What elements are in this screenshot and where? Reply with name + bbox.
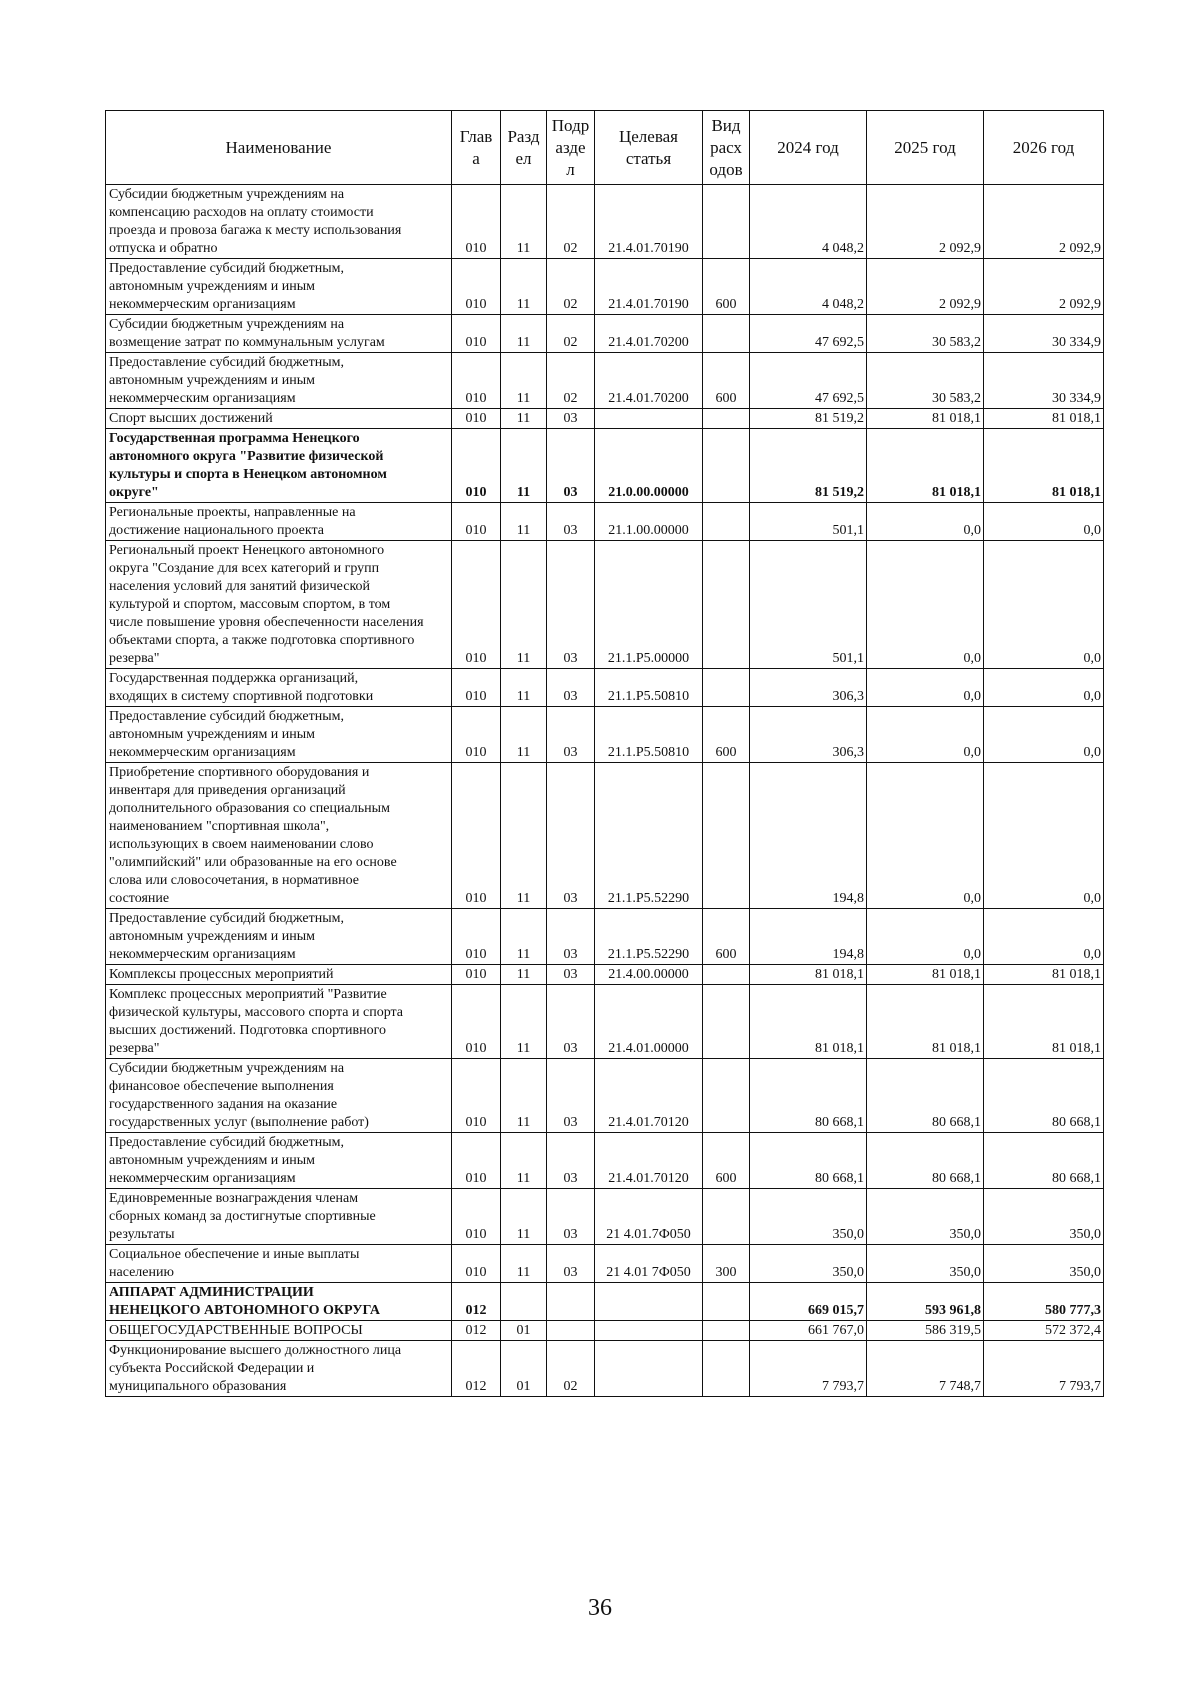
table-row — [106, 353, 1104, 409]
row-value-2026: 30 334,9 — [984, 315, 1104, 353]
row-value-2024: 47 692,5 — [750, 353, 867, 409]
row-section: 11 — [501, 1059, 547, 1133]
row-expense-type — [703, 541, 750, 669]
row-subsection: 03 — [547, 669, 595, 707]
row-name: АППАРАТ АДМИНИСТРАЦИИ НЕНЕЦКОГО АВТОНОМНОГО ОКРУГА — [106, 1283, 452, 1321]
row-expense-type — [703, 965, 750, 985]
row-value-2025: 2 092,9 — [867, 259, 984, 315]
row-chapter: 010 — [452, 315, 501, 353]
row-value-2026: 81 018,1 — [984, 409, 1104, 429]
row-subsection: 03 — [547, 1189, 595, 1245]
row-section: 11 — [501, 1189, 547, 1245]
row-section: 01 — [501, 1341, 547, 1397]
row-expense-type: 600 — [703, 909, 750, 965]
row-name: Государственная программа Ненецкого автономного округа "Развитие физической культуры и спорта в Ненецком автономном округе" — [106, 429, 452, 503]
row-name: Региональный проект Ненецкого автономного округа "Создание для всех категорий и групп населения условий для занятий физической культурой и спортом, массовым спортом, в том числе повышение уровня обеспеченности населения объектами спорта, а также подготовка спортивного резерва" — [106, 541, 452, 669]
row-value-2025: 0,0 — [867, 707, 984, 763]
row-chapter: 010 — [452, 1059, 501, 1133]
row-section: 11 — [501, 409, 547, 429]
table-row — [106, 185, 1104, 259]
header-2025: 2025 год — [867, 111, 984, 185]
table-row — [106, 1133, 1104, 1189]
table-row — [106, 541, 1104, 669]
row-value-2026: 0,0 — [984, 707, 1104, 763]
row-subsection: 03 — [547, 909, 595, 965]
row-value-2024: 194,8 — [750, 763, 867, 909]
row-value-2025: 7 748,7 — [867, 1341, 984, 1397]
row-target-article: 21.1.P5.00000 — [595, 541, 703, 669]
row-value-2025: 586 319,5 — [867, 1321, 984, 1341]
header-2024: 2024 год — [750, 111, 867, 185]
table-row — [106, 259, 1104, 315]
row-expense-type — [703, 429, 750, 503]
row-name: Комплекс процессных мероприятий "Развитие физической культуры, массового спорта и спорта высших достижений. Подготовка спортивного резерва" — [106, 985, 452, 1059]
row-value-2026: 0,0 — [984, 669, 1104, 707]
row-target-article: 21.4.00.00000 — [595, 965, 703, 985]
row-value-2025: 2 092,9 — [867, 185, 984, 259]
row-value-2026: 81 018,1 — [984, 965, 1104, 985]
header-chapter: Глав а — [452, 111, 501, 185]
row-value-2025: 80 668,1 — [867, 1059, 984, 1133]
row-subsection: 02 — [547, 1341, 595, 1397]
row-chapter: 010 — [452, 909, 501, 965]
table-row — [106, 503, 1104, 541]
row-name: Субсидии бюджетным учреждениям на возмещение затрат по коммунальным услугам — [106, 315, 452, 353]
row-target-article: 21 4.01 7Ф050 — [595, 1245, 703, 1283]
row-target-article: 21.0.00.00000 — [595, 429, 703, 503]
row-section: 11 — [501, 503, 547, 541]
row-value-2026: 0,0 — [984, 763, 1104, 909]
header-section: Разд ел — [501, 111, 547, 185]
row-target-article: 21.1.P5.52290 — [595, 909, 703, 965]
table-row — [106, 985, 1104, 1059]
table-row — [106, 669, 1104, 707]
header-expense-type: Вид расх одов — [703, 111, 750, 185]
row-chapter: 010 — [452, 985, 501, 1059]
page-number: 36 — [588, 1595, 612, 1621]
row-expense-type — [703, 669, 750, 707]
row-value-2024: 80 668,1 — [750, 1059, 867, 1133]
row-chapter: 010 — [452, 1133, 501, 1189]
row-expense-type: 600 — [703, 707, 750, 763]
row-target-article — [595, 1341, 703, 1397]
row-expense-type — [703, 1059, 750, 1133]
row-expense-type: 600 — [703, 259, 750, 315]
row-target-article: 21.4.01.70120 — [595, 1059, 703, 1133]
row-expense-type — [703, 763, 750, 909]
row-section: 11 — [501, 707, 547, 763]
row-value-2026: 2 092,9 — [984, 259, 1104, 315]
row-value-2024: 194,8 — [750, 909, 867, 965]
row-chapter: 010 — [452, 503, 501, 541]
row-section: 11 — [501, 985, 547, 1059]
row-expense-type — [703, 1189, 750, 1245]
row-name: Государственная поддержка организаций, входящих в систему спортивной подготовки — [106, 669, 452, 707]
row-chapter: 010 — [452, 707, 501, 763]
row-value-2025: 81 018,1 — [867, 429, 984, 503]
row-target-article: 21.4.01.70120 — [595, 1133, 703, 1189]
header-subsection: Подр азде л — [547, 111, 595, 185]
row-expense-type: 600 — [703, 1133, 750, 1189]
row-section: 11 — [501, 259, 547, 315]
row-value-2024: 81 519,2 — [750, 409, 867, 429]
row-expense-type — [703, 185, 750, 259]
row-value-2026: 81 018,1 — [984, 429, 1104, 503]
row-value-2026: 0,0 — [984, 541, 1104, 669]
row-name: Субсидии бюджетным учреждениям на компенсацию расходов на оплату стоимости проезда и провоза багажа к месту использования отпуска и обратно — [106, 185, 452, 259]
row-value-2026: 80 668,1 — [984, 1059, 1104, 1133]
row-value-2024: 81 018,1 — [750, 985, 867, 1059]
row-subsection: 03 — [547, 409, 595, 429]
row-value-2026: 2 092,9 — [984, 185, 1104, 259]
row-subsection: 03 — [547, 429, 595, 503]
row-value-2026: 580 777,3 — [984, 1283, 1104, 1321]
table-row — [106, 1321, 1104, 1341]
table-row — [106, 707, 1104, 763]
row-chapter: 010 — [452, 1189, 501, 1245]
row-name: Предоставление субсидий бюджетным, автономным учреждениям и иным некоммерческим организациям — [106, 259, 452, 315]
row-value-2025: 81 018,1 — [867, 985, 984, 1059]
row-chapter: 010 — [452, 185, 501, 259]
row-chapter: 012 — [452, 1321, 501, 1341]
table-row — [106, 1059, 1104, 1133]
row-target-article — [595, 1283, 703, 1321]
row-target-article: 21.1.P5.50810 — [595, 669, 703, 707]
row-target-article: 21 4.01.7Ф050 — [595, 1189, 703, 1245]
row-name: Предоставление субсидий бюджетным, автономным учреждениям и иным некоммерческим организациям — [106, 909, 452, 965]
row-chapter: 010 — [452, 1245, 501, 1283]
row-value-2025: 30 583,2 — [867, 353, 984, 409]
row-value-2026: 0,0 — [984, 909, 1104, 965]
table-row — [106, 1245, 1104, 1283]
row-subsection: 02 — [547, 315, 595, 353]
row-value-2025: 0,0 — [867, 541, 984, 669]
row-name: Предоставление субсидий бюджетным, автономным учреждениям и иным некоммерческим организациям — [106, 353, 452, 409]
row-section: 11 — [501, 315, 547, 353]
row-section: 11 — [501, 909, 547, 965]
row-chapter: 010 — [452, 409, 501, 429]
row-name: Региональные проекты, направленные на достижение национального проекта — [106, 503, 452, 541]
row-value-2024: 7 793,7 — [750, 1341, 867, 1397]
header-target-article: Целевая статья — [595, 111, 703, 185]
row-value-2025: 350,0 — [867, 1245, 984, 1283]
row-target-article: 21.1.00.00000 — [595, 503, 703, 541]
row-name: Предоставление субсидий бюджетным, автономным учреждениям и иным некоммерческим организациям — [106, 1133, 452, 1189]
row-value-2026: 81 018,1 — [984, 985, 1104, 1059]
row-subsection: 03 — [547, 503, 595, 541]
row-subsection — [547, 1321, 595, 1341]
row-section: 11 — [501, 429, 547, 503]
row-value-2025: 0,0 — [867, 669, 984, 707]
row-subsection: 03 — [547, 541, 595, 669]
row-expense-type — [703, 503, 750, 541]
row-name: Функционирование высшего должностного лица субъекта Российской Федерации и муниципального образования — [106, 1341, 452, 1397]
row-expense-type: 300 — [703, 1245, 750, 1283]
row-name: Предоставление субсидий бюджетным, автономным учреждениям и иным некоммерческим организациям — [106, 707, 452, 763]
row-value-2024: 350,0 — [750, 1189, 867, 1245]
row-value-2024: 306,3 — [750, 707, 867, 763]
row-value-2025: 80 668,1 — [867, 1133, 984, 1189]
table-row — [106, 1341, 1104, 1397]
row-chapter: 010 — [452, 669, 501, 707]
row-value-2025: 0,0 — [867, 909, 984, 965]
row-target-article: 21.4.01.70190 — [595, 185, 703, 259]
row-section: 11 — [501, 669, 547, 707]
row-name: ОБЩЕГОСУДАРСТВЕННЫЕ ВОПРОСЫ — [106, 1321, 452, 1341]
row-value-2024: 661 767,0 — [750, 1321, 867, 1341]
row-expense-type — [703, 985, 750, 1059]
row-chapter: 012 — [452, 1341, 501, 1397]
table-row — [106, 909, 1104, 965]
row-section: 11 — [501, 541, 547, 669]
header-name: Наименование — [106, 111, 452, 185]
row-section — [501, 1283, 547, 1321]
budget-table — [105, 110, 1104, 1397]
table-row — [106, 429, 1104, 503]
row-section: 11 — [501, 353, 547, 409]
row-value-2025: 81 018,1 — [867, 409, 984, 429]
header-2026: 2026 год — [984, 111, 1104, 185]
row-value-2024: 501,1 — [750, 503, 867, 541]
row-section: 11 — [501, 1133, 547, 1189]
row-value-2026: 0,0 — [984, 503, 1104, 541]
row-value-2025: 593 961,8 — [867, 1283, 984, 1321]
row-expense-type — [703, 1341, 750, 1397]
row-expense-type — [703, 1283, 750, 1321]
row-section: 11 — [501, 965, 547, 985]
row-value-2024: 47 692,5 — [750, 315, 867, 353]
row-chapter: 010 — [452, 965, 501, 985]
row-name: Комплексы процессных мероприятий — [106, 965, 452, 985]
row-name: Приобретение спортивного оборудования и инвентаря для приведения организаций дополнительного образования со специальным наименованием "спортивная школа", использующих в своем наименовании слово "олимпийский" или образованные на его основе слова или словосочетания, в нормативное состояние — [106, 763, 452, 909]
table-row — [106, 1189, 1104, 1245]
row-expense-type — [703, 315, 750, 353]
row-value-2024: 306,3 — [750, 669, 867, 707]
row-target-article — [595, 1321, 703, 1341]
row-value-2025: 81 018,1 — [867, 965, 984, 985]
row-value-2024: 4 048,2 — [750, 259, 867, 315]
row-target-article: 21.4.01.00000 — [595, 985, 703, 1059]
row-value-2026: 7 793,7 — [984, 1341, 1104, 1397]
row-chapter: 010 — [452, 259, 501, 315]
row-name: Спорт высших достижений — [106, 409, 452, 429]
row-name: Социальное обеспечение и иные выплаты населению — [106, 1245, 452, 1283]
row-subsection: 03 — [547, 1245, 595, 1283]
row-name: Субсидии бюджетным учреждениям на финансовое обеспечение выполнения государственного задания на оказание государственных услуг (выполнение работ) — [106, 1059, 452, 1133]
row-value-2024: 81 519,2 — [750, 429, 867, 503]
row-target-article — [595, 409, 703, 429]
row-value-2025: 0,0 — [867, 763, 984, 909]
row-target-article: 21.1.P5.50810 — [595, 707, 703, 763]
row-value-2024: 669 015,7 — [750, 1283, 867, 1321]
table-header-row — [106, 111, 1104, 185]
row-target-article: 21.4.01.70200 — [595, 353, 703, 409]
row-subsection: 03 — [547, 763, 595, 909]
row-subsection: 03 — [547, 1133, 595, 1189]
row-subsection: 02 — [547, 259, 595, 315]
row-target-article: 21.4.01.70190 — [595, 259, 703, 315]
row-value-2026: 350,0 — [984, 1245, 1104, 1283]
row-value-2026: 572 372,4 — [984, 1321, 1104, 1341]
row-value-2025: 0,0 — [867, 503, 984, 541]
row-subsection: 02 — [547, 185, 595, 259]
row-expense-type — [703, 409, 750, 429]
row-value-2026: 80 668,1 — [984, 1133, 1104, 1189]
row-value-2024: 81 018,1 — [750, 965, 867, 985]
table-row — [106, 965, 1104, 985]
row-chapter: 010 — [452, 429, 501, 503]
table-row — [106, 315, 1104, 353]
row-section: 11 — [501, 185, 547, 259]
row-chapter: 010 — [452, 763, 501, 909]
table-row — [106, 409, 1104, 429]
row-section: 11 — [501, 763, 547, 909]
row-chapter: 010 — [452, 353, 501, 409]
row-section: 11 — [501, 1245, 547, 1283]
table-row — [106, 763, 1104, 909]
row-value-2024: 350,0 — [750, 1245, 867, 1283]
row-value-2025: 350,0 — [867, 1189, 984, 1245]
row-subsection: 03 — [547, 707, 595, 763]
row-value-2024: 501,1 — [750, 541, 867, 669]
row-value-2025: 30 583,2 — [867, 315, 984, 353]
row-subsection: 03 — [547, 1059, 595, 1133]
row-chapter: 012 — [452, 1283, 501, 1321]
row-value-2026: 30 334,9 — [984, 353, 1104, 409]
table-body — [106, 185, 1104, 1397]
row-value-2024: 80 668,1 — [750, 1133, 867, 1189]
row-subsection: 03 — [547, 965, 595, 985]
table-row — [106, 1283, 1104, 1321]
row-subsection: 02 — [547, 353, 595, 409]
row-value-2026: 350,0 — [984, 1189, 1104, 1245]
row-section: 01 — [501, 1321, 547, 1341]
row-subsection — [547, 1283, 595, 1321]
row-expense-type: 600 — [703, 353, 750, 409]
row-target-article: 21.4.01.70200 — [595, 315, 703, 353]
row-name: Единовременные вознаграждения членам сборных команд за достигнутые спортивные результаты — [106, 1189, 452, 1245]
row-chapter: 010 — [452, 541, 501, 669]
row-target-article: 21.1.P5.52290 — [595, 763, 703, 909]
row-expense-type — [703, 1321, 750, 1341]
row-value-2024: 4 048,2 — [750, 185, 867, 259]
row-subsection: 03 — [547, 985, 595, 1059]
